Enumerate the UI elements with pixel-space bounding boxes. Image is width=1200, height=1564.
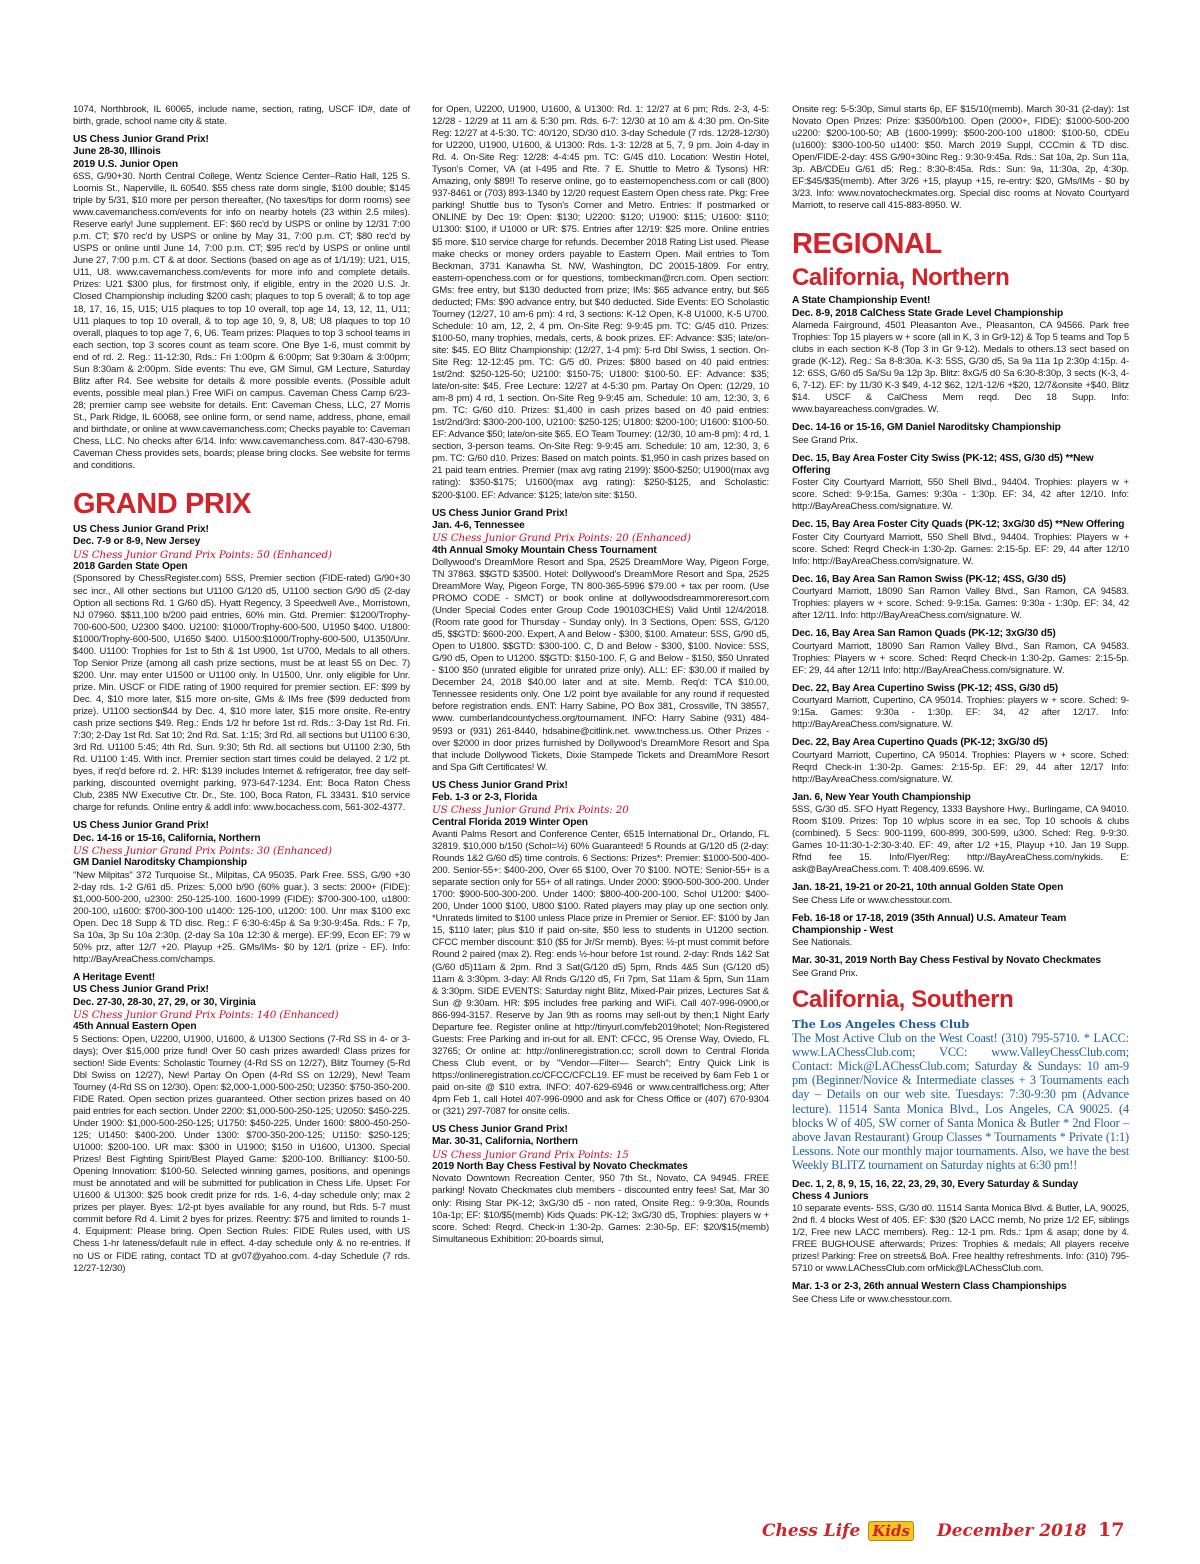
event-heading: Mar. 30-31, 2019 North Bay Chess Festival by Novato Checkmates xyxy=(792,955,1101,967)
event-listing xyxy=(792,295,1129,416)
cal-north-heading: California, Northern xyxy=(792,264,1010,292)
event-details: See Chess Life or www.chesstour.com. xyxy=(792,894,953,906)
column-1 xyxy=(73,104,410,1281)
column-2 xyxy=(432,104,769,1252)
event-details: 5 Sections: Open, U2200, U1900, U1600, & U1300 Sections (7-Rd SS in 4- or 3-days); Over $15,000 prize fund! Over 50 cash prizes awarded! Class prizes for section! Side Events: Scholastic Tourney (4-Rd SS on 12/27), Blitz Tourney (5-Rd Dbl Swiss on 12/27), New! Partay On Open (4-Rd SS on 12/29), New! Team Tourney (4-Rd SS on 12/30). Open: $2,000-1,000-500-250; U2350: $750-350-200. FIDE Rated. Open section prizes guaranteed. Other section prizes based on 40 paid entries for each section. Under 2200: $1,000-500-250-125; U2050: $450-225. Under 1900: $1,000-500-250-125; U1750: $450-225. Under 1600: $800-450-250-125; U1450: $400-200. Under 1300: $700-350-200-125; U1150: $250-125; U1000: $200-100. UR max: $300 in U1900; $150 in U1600, U1300. Special Prizes! Best Fighting Spirit/Best Played Game: $200-100. Brilliancy: $100-50. Opening Innovation: $100-50. Selected winning games, positions, and openings must be annotated and will be submitted for publication in Chess Life. Upset: For U1600 & U1300: $25 book credit prize for rds. 1-6, 4-day schedule only; max 2 prizes per player. Byes: 1/2-pt byes available for any round, but Rds. 5-7 must commit before Rd 4. Limit 2 byes for prizes. Reentry: $75 and limited to rounds 1-4. Equipment: Please bring. Open Section Rules: FIDE Rules used, with US Chess 1-hr lateness/default rule in effect. 4-day schedule only & no re-entries. If no US or FIDE rating, contact TD at gv07@yahoo.com. 4-day Schedule (7 rds. 12/27-12/30) xyxy=(73,1033,410,1274)
event-details: 5SS, G/30 d5. SFO Hyatt Regency, 1333 Bayshore Hwy., Burlingame, CA 94010. Room $109. Prizes: Top 10 w/plus score in ea sec, Top 10 schools & clubs (combined). 5 Secs: 900-1199, 600-899, 300-599, u300. Sched: Reg. 9-9:30. Games 10-11:30-1-2:30-3:40. EF: 49, after 1/2 +15, Playup +10. Jan 19 Supp. Rfnd fee 15. Info/Flyer/Reg: http://BayAreaChess.com/nykids. E: ask@BayAreaChess.com. T: 408.409.6596. W. xyxy=(792,803,1129,876)
cal-south-heading: California, Southern xyxy=(792,985,1014,1013)
lacc-body: The Most Active Club on the West Coast! (310) 795-5710. * LACC: www.LAChessClub.com; VCC: www.ValleyChessClub.com; Contact: Mick@LAChessClub.com; Saturday & Sundays: 10 am-9 pm (Beginner/Novice & Intermediate classes + 3 Tournaments each day – Details on our web site. Tuesdays: 7:30-9:30 pm (Advance lecture). 11514 Santa Monica Blvd., Los Angeles, CA 90025. (4 blocks W of 405, SW corner of Santa Monica & Butler * 2nd Floor – above Javan Restaurant) Group Classes * Tournaments * Private (1:1) Lessons. Note our monthly major tournaments. Also, we have the best Weekly BLITZ tournament on Saturday nights at 6:30 pm!! xyxy=(792,1030,1129,1173)
event-details: See Grand Prix. xyxy=(792,967,858,979)
grand-prix-points: US Chess Junior Grand Prix Points: 30 (Enhanced) xyxy=(73,844,332,857)
event-listing xyxy=(792,792,1129,877)
event-heading: Dec. 15, Bay Area Foster City Swiss (PK-12; 4SS, G/30 d5) **New Offering xyxy=(792,452,1094,477)
event-details: Dollywood's DreamMore Resort and Spa, 2525 DreamMore Way, Pigeon Forge, TN 37863. $$GTD $3500. Hotel: Dollywood's DreamMore Resort and Spa, 2525 DreamMore Way, Pigeon Forge, TN 800-365-5996 $79.00 + tax per room. (Use PROMO CODE - SMCT) or book online at dollywoodsdreammoreresort.com (Under Special Codes enter Group Code 190103CHES) Valid Until 12/4/2018. (Room rate good for Thursday - Sunday only). In 3 Sections, Open: 5SS, G/120 d5, $$GTD: $600-200. Expert, A and Below - $300, $100. Amateur: 5SS, G/90 d5, Open to U1800. $$GTD: $300-100. C, D and Below - $300, $100. Novice: 5SS, G/90 d5, Open to U1200. $$GTD: $150-100. F, G and Below - $150, $50 Unrated - $100 $50 (unrated eligible for unrated prize only). ALL: EF: $30.00 if mailed by December 24, 2018 $40.00 later and at site. Memb. Req'd: TCA $10.00, Tennessee residents only. One 1/2 point bye available for any round if requested before registration ends. ENT: Harry Sabine, PO Box 381, Crossville, TN 38557, www. cumberlandcountychess.org/tournament. INFO: Harry Sabine (931) 484- 9593 or (931) 261-8440, hdsabine@citlink.net. www.tnchess.us. Other Prizes - over $2000 in door prizes furnished by Dollywood's DreamMore Resort and Spa that include Dollywood Tickets, Dixie Stampede Tickets and DreamMore Resort and Spa Gift Certificates! W. xyxy=(432,556,769,773)
event-heading: Dec. 16, Bay Area San Ramon Quads (PK-12; 3xG/30 d5) xyxy=(792,628,1056,640)
intro-text: Onsite reg: 5-5:30p, Simul starts 6p, EF $15/10(memb). March 30-31 (2-day): 1st Novato Open Prizes: Prize: $3500/b100. Open (2000+, FIDE): $1000-500-200 u2200: $200-100-50; AB (1600-1999): $500-200-100 u1800: $100-50, CDEu (u1600): $300-100-50 u1400: $50. March 2019 Suppl, CCCmin & TD disc. Open/FIDE-2-day: 4SS G/90+30inc Reg.: 9:30-9:45a. Rds.: Sat 10a, 2p. Sun 11a, 3p. AB/CDEu G/61 d5: Reg.: 8:30-8:45a. Rds.: Sun: 9a, 11:30a, 2p, 4:30p. EF:$45/$35(memb). After 3/26 +15, playup +15, re-entry: $20, GMs/IMs - $0 by 3/23. Info: www.novatocheckmates.org. Special disc rooms at Novato Courtyard Marriott, to reserve call 415-883-8950. W. xyxy=(792,104,1129,212)
event-heading: Dec. 27-30, 28-30, 27, 29, or 30, Virginia xyxy=(73,996,256,1008)
event-listing xyxy=(792,882,1129,906)
event-heading: Dec. 1, 2, 8, 9, 15, 16, 22, 23, 29, 30, Every Saturday & Sunday xyxy=(792,1178,1079,1190)
event-details: Alameda Fairground, 4501 Pleasanton Ave., Pleasanton, CA 94566. Park free Trophies: Top 15 players w + score (all in K, 3 in Gr9-12) & Top 5 teams and Top 5 clubs in each section K-8 (Top 3 in Gr 9-12). Medals to others.13 sect based on grade (K-12). Reg.: Sa 8-8:30a. K-3: 5SS, G/30 d5, Sa 9a 11a 1p 2:30p 4:15p. 4-12: 6SS, G/60 d5 Sa/Su 9a 12p 3p. Blitz: 8xG/5 d0 Sa 6:30-8:30p, 3 sects (K-3, 4-6, 7-12). EF: by 11/30 K-3 $49, 4-12 $62, 12/1-12/6 +$20, 12/7&onsite +$40. Blitz $14. USCF & CalChess Mem reqd. Dec 18 Supp. Info: www.bayareachess.com/grades. W. xyxy=(792,320,1129,416)
grand-prix-points: US Chess Junior Grand Prix Points: 15 xyxy=(432,1148,629,1161)
event-heading: Jan. 18-21, 19-21 or 20-21, 10th annual Golden State Open xyxy=(792,882,1064,894)
event-title: 2019 North Bay Chess Festival by Novato Checkmates xyxy=(432,1161,688,1173)
event-listing xyxy=(73,524,410,814)
event-title: Central Florida 2019 Winter Open xyxy=(432,816,588,828)
event-listing xyxy=(792,1281,1129,1305)
event-details: 6SS, G/90+30. North Central College, Wentz Science Center–Ratio Hall, 125 S. Loomis St., Naperville, IL 60540. $55 chess rate dorm single, $100 double; $145 triple by 5/31, $10 more per person thereafter, (No taxes/tips for dorm rooms) see www.cavemanchess.com/events for info on nearby hotels (23 within 2.5 miles). Reserve early! June supplement. EF: $60 rec'd by USPS or online by 12/31 7:00 p.m. CT; $70 rec'd by USPS or online by May 31, 7:00 p.m. CT; $80 rec'd by USPS or online until June 14, 7:00 p.m. CT; $95 rec'd by USPS or online until June 27, 7:00 p.m. CT & at door. Sections (based on age as of 1/1/19): U21, U15, U11, U8. www.cavemanchess.com/events for more info and complete details. Prizes: U21 $300 plus, for firstmost only, if eligible, entry in the 2020 U.S. Jr. Closed Championship including $200 cash; plaques to top 5 overall; & to top age 18, 17, 16, 15, U15; U15 plaques to top 10 overall, top age 14, 13, 12, 11, U11; U11 plaques to top 10 overall, & to top age 10, 9, 8, U8; U8 plaques to top 10 overall, plaques to top age 7, 6, U6. Team prizes: Plaques to top 3 school teams in each section, top 3 scores count as team score. One Bye 1-6, must commit by end of rd. 2. Reg.: 11-12:30, Rds.: Fri 1:00pm & 6:00pm; Sat 9:30am & 3:00pm; Sun 8:30am & 2:00pm. Side events: Thu eve, GM Simul, GM Lecture, Saturday Blitz after R4. See website for details & more possible events. (Possible adult events, possible meal plan.) Free WiFi on campus. Caveman Chess Camp 6/23-28; premier camp see website for details. Ent: Caveman Chess, LLC, 27 Morris St., Park Ridge, IL 60068, see online form, or send name, address, phone, email and birthdate, or online at www.cavemanchess.com; Checks payable to: Caveman Chess, LLC. No checks after 6/14. Info: www.cavemanchess.com. 847-430-6798. Caveman Chess provides sets, boards; please bring clocks. See website for terms and conditions. xyxy=(73,170,410,472)
event-heading: June 28-30, Illinois xyxy=(73,146,161,158)
event-heading: US Chess Junior Grand Prix! xyxy=(432,507,568,519)
event-heading: Jan. 6, New Year Youth Championship xyxy=(792,791,971,803)
event-listing xyxy=(73,134,410,472)
intro-text: 1074, Northbrook, IL 60065, include name, section, rating, USCF ID#, date of birth, grade, school name city & state. xyxy=(73,104,410,128)
page-number: 17 xyxy=(1098,1519,1125,1541)
event-details: See Nationals. xyxy=(792,937,852,949)
event-heading: A State Championship Event! xyxy=(792,295,931,307)
event-listing xyxy=(73,820,410,966)
event-heading: Chess 4 Juniors xyxy=(792,1190,869,1202)
event-details: Novato Downtown Recreation Center, 950 7th St., Novato, CA 94945. FREE parking! Novato Checkmates club members - discounted entry fees! Sat, Mar 30 only: Rising Star PK-12; 3xG/30 d5 - non rated, Onsite Reg.: 9-9:30a, Rounds 10a-1p; EF: $10/$5(memb) Kids Quads: PK-12; 3xG/30 d5, Trophies: players w + score. Sched: Reqrd. Check-in 1:30-2p. Games: 2:30-5p. EF: $20/$15(memb) Simultaneous Exhibition: 20-boards simul, xyxy=(432,1173,769,1245)
event-heading: Dec. 14-16 or 15-16, GM Daniel Naroditsky Championship xyxy=(792,422,1061,434)
event-listing xyxy=(792,683,1129,731)
grand-prix-points: US Chess Junior Grand Prix Points: 140 (Enhanced) xyxy=(73,1008,339,1021)
event-details: Courtyard Marriott, 18090 San Ramon Valley Blvd., San Ramon, CA 94583. Trophies: players w + score. Sched: 9-9:15a. Games: 9:30a - 1:30p. EF: 34, 42 after 12/11. Info: http://BayAreaChess.com/signature. W. xyxy=(792,586,1129,622)
event-listing xyxy=(792,574,1129,622)
event-listing xyxy=(792,453,1129,514)
grand-prix-heading: GRAND PRIX xyxy=(73,488,252,521)
intro-text: for Open, U2200, U1900, U1600, & U1300: Rd. 1: 12/27 at 6 pm; Rds. 2-3, 4-5: 12/28 - 12/29 at 11 am & 5:30 pm. Rds. 6-7: 12/30 at 10 am & 4:30 pm. On-Site Reg: 12/27 at 4-5:30. TC: 40/120, SD/30 d10. 3-day Schedule (7 rds. 12/28-12/30) for U2200, U1900, U1600, & U1300: Rds. 1-3: 12/28 at 5, 7, 9 pm. Join 4-day in Rd. 4. On-Site Reg: 12/28: 4-4:45 pm. TC: G/45 d10. Location: Westin Hotel, Tyson's Corner, VA (at I-495 and Rte. 7 E. Shuttle to Metro & Tysons) HR: Amazing, only $89!! To reserve online, go to easternopenchess.com or call (800) 937-8461 or (703) 893-1340 by 12/20 request Eastern Open chess rate. Pkg: Free parking! Shuttle bus to Tyson's Corner and Metro. Entries: If postmarked or ONLINE by Dec 19: Open: $130; U2200: $120; U1900: $115; U1600: $110; U1300: $100, if U1000 or UR: $75. Entries after 12/19: $25 more. Online entries $5 more. $10 service charge for refunds. December 2018 Rating List used. Please make checks or money orders payable to Eastern Open. Mail entries to Tom Beckman, 3731 Kanawha St. NW, Washington, DC 20015-1809. For entry, eastern-openchess.com or for questions, tombeckman@rcn.com. Open section: GMs: free entry, but $130 deducted from prize; IMs: $65 advance entry, but $65 deducted; FMs: $90 advance entry, but $40 deducted. Side Events: EO Scholastic Tourney (12/27, 10 am-6 pm): 4 rd, 3 sections: K-12 Open, K-8 U1000, K-5 U700. Schedule: 10 am, 12, 2, 4 pm. On-Site Reg: 9-9:45 pm. TC: G/45 d10. Prizes: $100-50, many trophies, medals, certs, & book prizes. EF: Advance: $35; late/on-site: $45. EO Blitz Championship: (12/27, 1-4 pm): 5-rd Dbl Swiss, 1 section. On-Site Reg: 12-12:45 pm. TC: G/5 d0. Prizes: $800 based on 40 paid entries: 1st/2nd: $250-125-50; U2100: $150-75; U1800: $100-50. EF: Advance: $35; late/on-site: $45. Free Lecture: 12/27 at 4-5:30 pm. Partay On Open: (12/29, 10 am-8 pm) 4 rd, 1 section. On-Site Reg 9-9:45 am. Schedule: 10 am, 12:30, 3, 6 pm. TC: G/60 d10. Prizes: $1,400 in cash prizes based on 40 paid entries: 1st/2nd/3rd: $300-200-100, U2100: $250-125; U1800: $200-100; U1600: $100-50. EF: Advance $50; late/on-site $65. EO Team Tourney: (12/30, 10 am-8 pm): 4 rd, 1 section, 3-person teams. On-Site Reg: 9-9:45 am. Schedule: 10 am, 12:30, 3, 6 pm. TC: G/60 d10. Prizes: Based on match points. $1,950 in cash prizes based on 21 paid team entries. Premier (max avg rating 2199): $500-$250; U1900(max avg rating): $350-$175; U1600(max avg rating): $250-$125, and Scholastic: $200-$100. EF: Advance: $125; late/on site: $150. xyxy=(432,104,769,501)
lacc-title: The Los Angeles Chess Club xyxy=(792,1016,970,1031)
event-heading: Feb. 16-18 or 17-18, 2019 (35th Annual) U.S. Amateur Team Championship - West xyxy=(792,912,1067,936)
event-listing xyxy=(792,628,1129,676)
event-listing xyxy=(792,1179,1129,1276)
event-listing xyxy=(432,508,769,774)
grand-prix-points: US Chess Junior Grand Prix Points: 20 xyxy=(432,804,629,817)
event-heading: Dec. 14-16 or 15-16, California, Northern xyxy=(73,832,261,844)
regional-heading: REGIONAL xyxy=(792,228,942,261)
event-heading: Dec. 22, Bay Area Cupertino Swiss (PK-12; 4SS, G/30 d5) xyxy=(792,682,1058,694)
grand-prix-points: US Chess Junior Grand Prix Points: 50 (Enhanced) xyxy=(73,548,332,561)
event-heading: US Chess Junior Grand Prix! xyxy=(73,820,209,832)
event-heading: US Chess Junior Grand Prix! xyxy=(73,524,209,536)
issue-date: December 2018 xyxy=(937,1521,1087,1541)
event-listing xyxy=(792,913,1129,950)
event-listing xyxy=(792,519,1129,567)
event-heading: US Chess Junior Grand Prix! xyxy=(432,779,568,791)
event-details: See Chess Life or www.chesstour.com. xyxy=(792,1293,953,1305)
event-heading: A Heritage Event! xyxy=(73,972,155,984)
event-heading: Dec. 15, Bay Area Foster City Quads (PK-12; 3xG/30 d5) **New Offering xyxy=(792,519,1125,531)
event-details: Foster City Courtyard Marriott, 550 Shell Blvd., 94404. Trophies: Players w + score. Sched: Reqrd Check-in 1:30-2p. Games: 2:15-5p. EF: 29, 44 after 12/10 Info: http://BayAreaChess.com/signature. W. xyxy=(792,531,1129,567)
event-listing xyxy=(792,955,1129,979)
grand-prix-points: US Chess Junior Grand Prix Points: 20 (Enhanced) xyxy=(432,532,691,545)
event-heading: US Chess Junior Grand Prix! xyxy=(73,984,209,996)
event-heading: Dec. 8-9, 2018 CalChess State Grade Level Championship xyxy=(792,307,1064,319)
event-heading: Dec. 7-9 or 8-9, New Jersey xyxy=(73,536,201,548)
event-heading: US Chess Junior Grand Prix! xyxy=(432,1124,568,1136)
event-details: (Sponsored by ChessRegister.com) 5SS, Premier section (FIDE-rated) G/90+30 sec incr., All other sections but U1100 G/120 d5, U1100 section G/90 d5 (2-day Option all sections Rd. 1 G/60 d5). Hyatt Regency, 3 Speedwell Ave., Morristown, NJ 07960. $$11,100 b/200 paid entries, 60% min. Gtd. Premier: $1200/Trophy-700-600-500, U2300 $400. U2100: $1000/Trophy-600-500, U1950 $400. U1800: $1000/Trophy-600-500, U1650 $400. U1500:$1000/Trophy-600-500, U1350/Unr. $400. U1100: Trophies for 1st to 5th & 1st U900, 1st U700, Medals to all others. Top Senior Prize (among all cash prize sections, must be at least 55 on Dec. 7) $200. Unr. may enter U1500 or U1100 only. In U1500, Unr. only eligible for Unr. prize. Min. USCF or FIDE rating of 1900 required for premier section. EF: $99 by Dec. 4, $10 more later, $15 more on-site, GMs & IMs free ($99 deducted from prize). U1100 section$44 by Dec. 4, $10 more later, $15 more onsite. Re-entry cash prize sections $49. Reg.: Ends 1/2 hr before 1st rd. Rds.: 3-Day 1st Rd. Fri. 7:30; 2-Day 1st Rd. Sat 10; 2nd Rd. Sat. 1:15; 3rd Rd. all sections but U1100 6:30, 3rd Rd. U1100 5:45; 4th Rd. Sun. 9:30; 5th Rd. all sections but U1100 2:30, 5th Rd. U1100 1:45. With incr. Premier section start times could be delayed. 2 1/2 pt. byes, if req'd before rd. 2. HR: $139 includes Internet & refrigerator, free day self-parking, discounted overnight parking, 973-647-1234. Ent: Boca Raton Chess Club, 2385 NW Executive Ctr. Dr., Ste. 100, Boca Raton, FL 33431. $10 service charge for refunds. Online entry & addl info: www.bocachess.com, 561-302-4377. xyxy=(73,573,410,814)
event-heading: US Chess Junior Grand Prix! xyxy=(73,134,209,146)
event-heading: 2019 U.S. Junior Open xyxy=(73,158,178,170)
event-title: 4th Annual Smoky Mountain Chess Tournament xyxy=(432,544,657,556)
event-listing xyxy=(792,737,1129,785)
event-listing xyxy=(792,422,1129,446)
event-heading: Mar. 1-3 or 2-3, 26th annual Western Class Championships xyxy=(792,1281,1067,1293)
kids-logo: Kids xyxy=(868,1521,914,1541)
event-heading: Dec. 22, Bay Area Cupertino Quads (PK-12; 3xG/30 d5) xyxy=(792,737,1048,749)
event-heading: Mar. 30-31, California, Northern xyxy=(432,1136,578,1148)
event-details: Foster City Courtyard Marriott, 550 Shell Blvd., 94404. Trophies: players w + score. Sched: 9-9:15a. Games: 9:30a - 1:30p. EF: 34, 42 after 12/10. Info: http://BayAreaChess.com/signature. W. xyxy=(792,477,1129,513)
magazine-title: Chess Life Kids xyxy=(762,1521,914,1541)
event-title: GM Daniel Naroditsky Championship xyxy=(73,857,247,869)
event-details: "New Milpitas" 372 Turquoise St., Milpitas, CA 95035. Park Free. 5SS, G/90 +30 2-day rds. 1-2 G/61 d5. Prizes: 5,000 b/90 (60% guar.). 3 sects: 2000+ (FIDE): $1,000-500-200, u2300: 250-125-100. 1600-1999 (FIDE): $700-300-100, u1800: 200-100, u1600: $700-300-100 u1400: 125-100, u1200: 100. Unr max $100 exc Open. Dec 18 Supp & TD disc. Reg.: F 6:30-6:45p & Sa 9:30-9:45a. Rds.: F 7p, Sa 10a, 3p Su 10a 2:30p. (2-day Sa 10a 12:30 & merge). EF:99, Econ EF: 79 w 50% prz, after 12/7 +20. Playup +25. GMs/IMs- $0 by 12/1 (prize - EF). Info: http://BayAreaChess.com/champs. xyxy=(73,869,410,966)
event-details: Courtyard Marriott, Cupertino, CA 95014. Trophies: players w + score. Sched: 9-9:15a. Games: 9:30a - 1:30p. EF: 34, 42 after 12/17. Info: http://BayAreaChess.com/signature. W. xyxy=(792,695,1129,731)
event-heading: Jan. 4-6, Tennessee xyxy=(432,519,525,531)
event-title: 2018 Garden State Open xyxy=(73,561,188,573)
event-details: See Grand Prix. xyxy=(792,434,858,446)
event-listing xyxy=(432,780,769,1118)
event-title: 45th Annual Eastern Open xyxy=(73,1021,197,1033)
event-details: Courtyard Marriott, 18090 San Ramon Valley Blvd., San Ramon, CA 94583. Trophies: Players w + score. Sched: Reqrd Check-in 1:30-2p. Games: 2:15-5p. EF: 29, 44 after 12/11 Info: http://BayAreaChess.com/signature. W. xyxy=(792,640,1129,676)
column-3 xyxy=(792,104,1129,1312)
event-heading: Dec. 16, Bay Area San Ramon Swiss (PK-12; 4SS, G/30 d5) xyxy=(792,573,1066,585)
event-details: Courtyard Marriott, Cupertino, CA 95014. Trophies: Players w + score. Sched: Reqrd Check-in 1:30-2p. Games: 2:15-5p. EF: 29, 44 after 12/17 Info: http://BayAreaChess.com/signature. W. xyxy=(792,749,1129,785)
page-footer xyxy=(762,1521,1142,1547)
event-details: Avanti Palms Resort and Conference Center, 6515 International Dr., Orlando, FL 32819. $10,000 b/150 (Schol=½) 60% Guaranteed! 5 Rounds at G/120 d5 (2-day: Rounds 1&2 G/60 d5) time controls. 6 Sections: Prizes*: Premier: $1000-500-400-200. Senior-55+: $400-200, Over 65 $100, Over 70 $100. NOTE: Senior-55+ is a separate section only for 55+ of all ratings. Under 2000: $900-500-300-200. Under 1700: $900-500-300-200. Under 1400: $800-400-200-100. Schol U1200: $400-200, Under 1000 $100, U800 $100. Rated players may play up one section only. *Unrateds limited to $100 unless Place prize in Premier or Senior. EF: $100 by Jan 15, $110 later; plus $10 if paid on-site, $50 less to students in U1200 section. CFCC member discount: $10 ($5 for Jr/Sr memb). Byes: ½-pt must commit before Round 2 paired (max 2). Reg: ends ½-hour before 1st round. 2-day: Rnds 1&2 Sat (G/60 d5)11am & 2pm. Rnd 3 Sat(G/120 d5) 5pm, Rnds 4&5 Sun (G/120 d5) 11am & 3:30pm. 3-day: All Rnds G/120 d5, Fri 7pm, Sat 11am & 5pm, Sun 11am & 3:30pm. SIDE EVENTS: Saturday night Blitz, Mixed-Pair prizes, Lectures Sat & Sun @ 9:30am. HR: $95 includes free parking and WiFi. Call 407-996-0900,or 866-994-3157. Reserve by Jan 9th as rooms may sell-out by then;1 Night Early Departure fee. Register online at http://tinyurl.com/feb2019hotel; Non-Registered Guests: Free Parking and in-out for all. ENT: CFCC, 95 Orense Way, Oviedo, FL 32765; Or online at: http://onlineregistration.cc; scroll down to Central Florida Chess Club event, or by "Vendor—Filter— Search"; Entry Quick Link is https://onlineregistration.cc/CFCC/CFCL19. EF must be received by 6am Feb 1 or paid on-site @ $10 extra. INFO: 407-629-6946 or www.centralflchess.org; After 4pm Feb 1, call Hotel 407-996-0900 and ask for Chess Office or (407) 670-9304 or (321) 297-7087 for onsite cells. xyxy=(432,828,769,1118)
event-details: 10 separate events- 5SS, G/30 d0. 11514 Santa Monica Blvd. & Butler, LA, 90025, 2nd fl. 4 blocks West of 405. EF: $30 ($20 LACC memb, No prize 1/2 EF, siblings 1/2, Free new LACC members). Reg.: 12-1 pm. Rds.: 1pm & asap; done by 4. FREE BUGHOUSE afterwards; Prizes: Trophies & medals; All players receive prizes! Parking: Free on streets& BoA. Free healthy refreshments. Info: (310) 795-5710 or www.LAChessClub.com orMick@LAChessClub.com. xyxy=(792,1203,1129,1275)
event-listing xyxy=(73,972,410,1275)
event-heading: Feb. 1-3 or 2-3, Florida xyxy=(432,791,538,803)
event-listing xyxy=(432,1124,769,1246)
